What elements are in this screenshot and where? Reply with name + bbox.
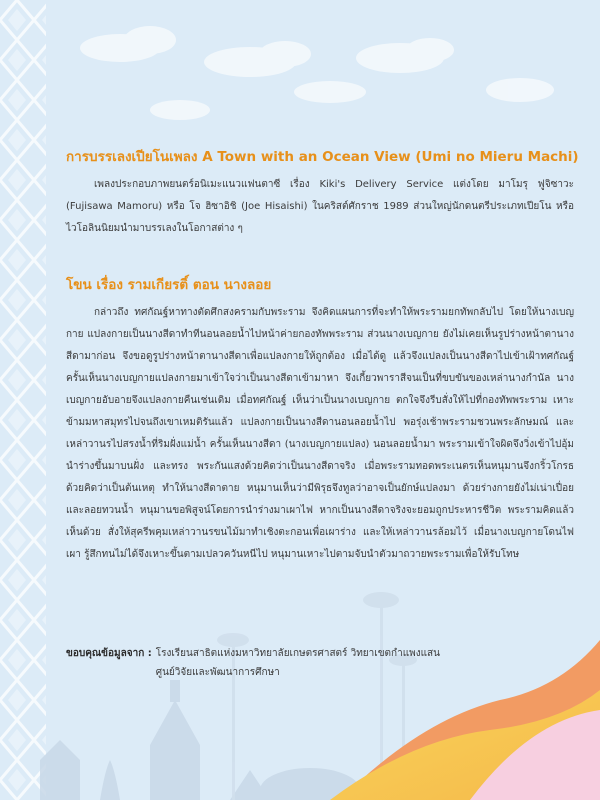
section-body-piano: เพลงประกอบภาพยนตร์อนิเมะแนวแฟนตาซี เรื่อง Kiki's Delivery Service แต่งโดย มาโมรุ ฟูจิซาวะ (Fujisawa Mamoru) หรือ โจ ฮิซาอิชิ (Joe Hisaishi) ในคริสต์ศักราช 1989 ส่วนใหญ่นักดนตรีประเภทเปียโน หรือไวโอลินนิยมนำมาบรรเลงในโอกาสต่าง ๆ: [66, 179, 574, 234]
credit-label: ขอบคุณข้อมูลจาก :: [66, 648, 152, 659]
credit-line-school: โรงเรียนสาธิตแห่งมหาวิทยาลัยเกษตรศาสตร์ วิทยาเขตกำแพงแสน: [155, 648, 440, 659]
section-body-khon: กล่าวถึง ทศกัณฐ์หาทางตัดศึกสงครามกับพระราม จึงคิดแผนการที่จะทำให้พระรามยกทัพกลับไป โดยให้นางเบญกาย แปลงกายเป็นนางสีดาทำทีนอนลอยน้ำไปหน้าค่ายกองทัพพระราม ส่วนนางเบญกาย ยังไม่เคยเห็นรูปร่างหน้าตานางสีดามาก่อน จึงขอดูรูปร่างหน้าตานางสีดาเพื่อแปลงกายให้ถูกต้อง เมื่อได้ดู แล้วจึงแปลงเป็นนางสีดาไปเข้าเฝ้าทศกัณฐ์ ครั้นเห็นนางเบญกายแปลงกายมาเข้าใจว่าเป็นนางสีดาเข้ามาหา จึงเกี้ยวพาราสีจนเป็นที่ขบขันของเหล่านางกำนัล นางเบญกายอับอายจึงแปลงกายคืนเช่นเดิม เมื่อทศกัณฐ์ เห็นว่าเป็นนางเบญกาย ตกใจจึงรีบสั่งให้ไปที่กองทัพพระราม เหาะข้ามมหาสมุทรไปจนถึงเขาเหมติรันแล้ว แปลงกายเป็นนางสีดานอนลอยน้ำไป พอรุ่งเช้าพระรามชวนพระลักษมณ์ และเหล่าวานรไปสรงน้ำที่ริมฝั่งแม่น้ำ ครั้นเห็นนางสีดา (นางเบญกายแปลง) นอนลอยน้ำมา พระรามเข้าใจผิดจึงวิ่งเข้าไปอุ้มนำร่างขึ้นมาบนฝั่ง และทรง พระกันแสงด้วยคิดว่าเป็นนางสีดาจริง เมื่อพระรามทอดพระเนตรเห็นหนุมานจึงกริ้วโกรธด้วยคิดว่าเป็นต้นเหตุ ทำให้นางสีดาตาย หนุมานเห็นว่ามีพิรุธจึงทูลว่าอาจเป็นยักษ์แปลงมา ด้วยร่างกายยังไม่เน่าเปื่อยและลอยทวนน้ำ หนุมานขอพิสูจน์โดยการนำร่างมาเผาไฟ หากเป็นนางสีดาจริงจะยอมถูกประหารชีวิต พระรามคิดแล้วเห็นด้วย สั่งให้สุครีพคุมเหล่าวานรขนไม้มาทำเชิงตะกอนเพื่อเผาร่าง และให้เหล่าวานรล้อมไว้ เมื่อนางเบญกายโดนไฟเผา รู้สึกทนไม่ได้จึงเหาะขึ้นตามเปลวควันหนีไป หนุมานเหาะไปตามจับนำตัวมาถวายพระรามเพื่อให้รับโทษ: [66, 307, 574, 560]
credit-block: [66, 644, 566, 682]
section-title-khon: โขน เรื่อง รามเกียรติ์ ตอน นางลอย: [66, 277, 272, 293]
credit-line-center: ศูนย์วิจัยและพัฒนาการศึกษา: [155, 667, 280, 678]
section-title-piano: การบรรเลงเปียโนเพลง A Town with an Ocean View (Umi no Mieru Machi): [66, 149, 579, 165]
main-content: [66, 148, 579, 566]
left-ornament-border: [0, 0, 46, 800]
